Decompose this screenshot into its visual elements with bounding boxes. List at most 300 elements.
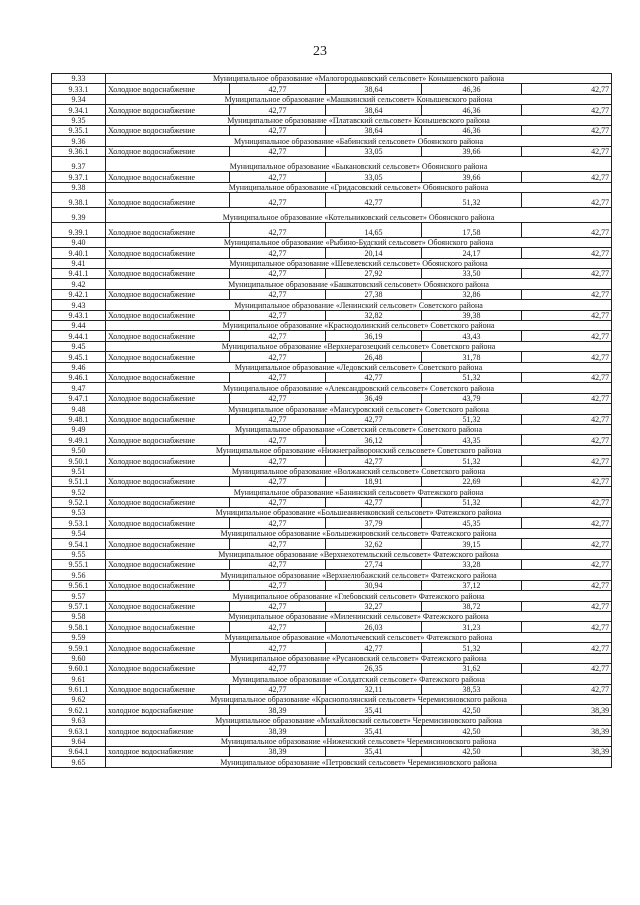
table-row [52, 539, 612, 549]
tariff-value-3: 43,79 [422, 393, 522, 403]
tariff-value-4: 42,77 [522, 84, 612, 94]
row-number: 9.40 [52, 237, 106, 247]
municipality-title: Муниципальное образование «Платавский сельсовет» Конышевского района [106, 115, 612, 125]
tariff-value-2: 20,14 [326, 248, 422, 258]
municipality-title: Муниципальное образование «Михайловский сельсовет» Черемисиновского района [106, 715, 612, 725]
tariff-value-4: 42,77 [522, 192, 612, 207]
tariff-value-1: 42,77 [230, 248, 326, 258]
service-name: Холодное водоснабжение [106, 125, 230, 135]
service-name: Холодное водоснабжение [106, 643, 230, 653]
municipality-header-row [52, 182, 612, 192]
municipality-title: Муниципальное образование «Ленинский сельсовет» Советского района [106, 300, 612, 310]
tariff-value-2: 42,77 [326, 497, 422, 507]
tariff-value-1: 42,77 [230, 222, 326, 237]
tariff-value-4: 42,77 [522, 310, 612, 320]
service-name: Холодное водоснабжение [106, 456, 230, 466]
row-number: 9.39 [52, 207, 106, 222]
tariff-value-1: 42,77 [230, 580, 326, 590]
tariff-value-4: 42,77 [522, 518, 612, 528]
tariff-value-1: 42,77 [230, 539, 326, 549]
municipality-header-row [52, 279, 612, 289]
tariff-value-1: 38,39 [230, 705, 326, 715]
tariff-value-2: 38,64 [326, 125, 422, 135]
table-row [52, 622, 612, 632]
row-number: 9.54 [52, 528, 106, 538]
municipality-header-row [52, 445, 612, 455]
tariff-value-1: 38,39 [230, 726, 326, 736]
table-row [52, 84, 612, 94]
tariff-value-3: 42,50 [422, 705, 522, 715]
row-number: 9.39.1 [52, 222, 106, 237]
table-row [52, 518, 612, 528]
row-number: 9.34 [52, 94, 106, 104]
tariff-value-4: 42,77 [522, 622, 612, 632]
page-number: 23 [313, 44, 327, 59]
tariff-value-4: 42,77 [522, 269, 612, 279]
row-number: 9.54.1 [52, 539, 106, 549]
table-row [52, 248, 612, 258]
service-name: Холодное водоснабжение [106, 248, 230, 258]
tariff-value-1: 42,77 [230, 435, 326, 445]
row-number: 9.47 [52, 383, 106, 393]
service-name: Холодное водоснабжение [106, 192, 230, 207]
municipality-title: Муниципальное образование «Ниженский сельсовет» Черемисиновского района [106, 736, 612, 746]
tariff-value-1: 42,77 [230, 105, 326, 115]
table-row [52, 684, 612, 694]
municipality-header-row [52, 487, 612, 497]
tariff-value-1: 42,77 [230, 601, 326, 611]
tariff-value-1: 42,77 [230, 269, 326, 279]
municipality-title: Муниципальное образование «Башкатовский сельсовет» Обоянского района [106, 279, 612, 289]
service-name: Холодное водоснабжение [106, 684, 230, 694]
tariff-value-1: 42,77 [230, 518, 326, 528]
service-name: Холодное водоснабжение [106, 518, 230, 528]
municipality-header-row [52, 424, 612, 434]
service-name: Холодное водоснабжение [106, 105, 230, 115]
row-number: 9.60.1 [52, 663, 106, 673]
tariff-value-1: 42,77 [230, 310, 326, 320]
tariff-value-4: 42,77 [522, 222, 612, 237]
tariff-value-4: 42,77 [522, 560, 612, 570]
table-row [52, 747, 612, 757]
tariff-value-3: 38,53 [422, 684, 522, 694]
service-name: Холодное водоснабжение [106, 372, 230, 382]
row-number: 9.56 [52, 570, 106, 580]
tariff-value-4: 42,77 [522, 684, 612, 694]
municipality-title: Муниципальное образование «Машкинский сельсовет» Конышевского района [106, 94, 612, 104]
tariff-value-4: 42,77 [522, 172, 612, 182]
municipality-title: Муниципальное образование «Большеанненковский сельсовет» Фатежского района [106, 508, 612, 518]
municipality-title: Муниципальное образование «Петровский сельсовет» Черемисиновского района [106, 757, 612, 767]
municipality-title: Муниципальное образование «Шевелевский сельсовет» Обоянского района [106, 258, 612, 268]
service-name: Холодное водоснабжение [106, 146, 230, 156]
tariff-value-4: 42,77 [522, 248, 612, 258]
municipality-title: Муниципальное образование «Ледовский сельсовет» Советского района [106, 362, 612, 372]
row-number: 9.45 [52, 341, 106, 351]
tariff-value-3: 43,35 [422, 435, 522, 445]
tariff-value-3: 51,32 [422, 192, 522, 207]
municipality-title: Муниципальное образование «Миленинский сельсовет» Фатежского района [106, 611, 612, 621]
service-name: Холодное водоснабжение [106, 84, 230, 94]
municipality-header-row [52, 341, 612, 351]
tariff-value-1: 42,77 [230, 146, 326, 156]
table-row [52, 560, 612, 570]
tariff-value-4: 42,77 [522, 125, 612, 135]
table-row [52, 192, 612, 207]
municipality-header-row [52, 674, 612, 684]
municipality-title: Муниципальное образование «Русановский сельсовет» Фатежского района [106, 653, 612, 663]
table-row [52, 476, 612, 486]
service-name: Холодное водоснабжение [106, 580, 230, 590]
table-row [52, 497, 612, 507]
tariff-value-2: 33,05 [326, 172, 422, 182]
municipality-title: Муниципальное образование «Верхнерагозецкий сельсовет» Советского района [106, 341, 612, 351]
service-name: Холодное водоснабжение [106, 393, 230, 403]
service-name: Холодное водоснабжение [106, 222, 230, 237]
tariff-value-2: 30,94 [326, 580, 422, 590]
tariff-value-1: 42,77 [230, 684, 326, 694]
row-number: 9.63.1 [52, 726, 106, 736]
tariff-value-1: 42,77 [230, 456, 326, 466]
tariff-value-4: 42,77 [522, 456, 612, 466]
tariff-value-2: 42,77 [326, 643, 422, 653]
municipality-header-row [52, 136, 612, 146]
tariff-value-3: 51,32 [422, 456, 522, 466]
municipality-header-row [52, 757, 612, 767]
row-number: 9.33 [52, 74, 106, 84]
tariff-value-4: 42,77 [522, 643, 612, 653]
municipality-header-row [52, 300, 612, 310]
tariff-value-4: 38,39 [522, 705, 612, 715]
municipality-header-row [52, 237, 612, 247]
row-number: 9.58 [52, 611, 106, 621]
tariff-value-4: 42,77 [522, 476, 612, 486]
row-number: 9.42 [52, 279, 106, 289]
tariff-value-3: 39,38 [422, 310, 522, 320]
municipality-title: Муниципальное образование «Краснодолинский сельсовет» Советского района [106, 321, 612, 331]
municipality-title: Муниципальное образование «Бабинский сельсовет» Обоянского района [106, 136, 612, 146]
row-number: 9.55.1 [52, 560, 106, 570]
row-number: 9.62.1 [52, 705, 106, 715]
tariff-value-2: 42,77 [326, 456, 422, 466]
table-row [52, 601, 612, 611]
service-name: Холодное водоснабжение [106, 289, 230, 299]
municipality-header-row [52, 528, 612, 538]
tariff-value-1: 42,77 [230, 331, 326, 341]
row-number: 9.53.1 [52, 518, 106, 528]
row-number: 9.33.1 [52, 84, 106, 94]
row-number: 9.48 [52, 404, 106, 414]
tariff-value-4: 42,77 [522, 580, 612, 590]
tariff-value-3: 51,32 [422, 497, 522, 507]
tariff-value-1: 42,77 [230, 352, 326, 362]
tariff-value-2: 42,77 [326, 192, 422, 207]
tariff-value-1: 42,77 [230, 125, 326, 135]
service-name: Холодное водоснабжение [106, 497, 230, 507]
tariff-value-3: 22,69 [422, 476, 522, 486]
tariff-value-2: 36,19 [326, 331, 422, 341]
service-name: Холодное водоснабжение [106, 172, 230, 182]
tariff-value-2: 36,49 [326, 393, 422, 403]
table-row [52, 435, 612, 445]
row-number: 9.40.1 [52, 248, 106, 258]
row-number: 9.35.1 [52, 125, 106, 135]
tariff-value-2: 27,38 [326, 289, 422, 299]
table-row [52, 663, 612, 673]
table-row [52, 310, 612, 320]
municipality-header-row [52, 611, 612, 621]
table-row [52, 580, 612, 590]
tariff-value-2: 35,41 [326, 747, 422, 757]
tariff-value-2: 35,41 [326, 726, 422, 736]
tariff-value-3: 32,86 [422, 289, 522, 299]
municipality-header-row [52, 383, 612, 393]
municipality-title: Муниципальное образование «Волжанский сельсовет» Советского района [106, 466, 612, 476]
tariff-value-1: 38,39 [230, 747, 326, 757]
row-number: 9.41 [52, 258, 106, 268]
row-number: 9.50.1 [52, 456, 106, 466]
municipality-header-row [52, 362, 612, 372]
table-row [52, 289, 612, 299]
service-name: холодное водоснабжение [106, 747, 230, 757]
row-number: 9.60 [52, 653, 106, 663]
service-name: Холодное водоснабжение [106, 352, 230, 362]
table-row [52, 705, 612, 715]
service-name: Холодное водоснабжение [106, 622, 230, 632]
tariff-value-3: 46,36 [422, 105, 522, 115]
tariff-value-2: 32,11 [326, 684, 422, 694]
tariff-value-3: 39,66 [422, 172, 522, 182]
tariff-value-4: 42,77 [522, 414, 612, 424]
table-row [52, 331, 612, 341]
tariff-value-3: 45,35 [422, 518, 522, 528]
tariff-value-2: 38,64 [326, 105, 422, 115]
row-number: 9.52.1 [52, 497, 106, 507]
table-row [52, 352, 612, 362]
row-number: 9.46 [52, 362, 106, 372]
municipality-header-row [52, 74, 612, 84]
tariff-value-3: 39,66 [422, 146, 522, 156]
table-row [52, 222, 612, 237]
municipality-title: Муниципальное образование «Большежировский сельсовет» Фатежского района [106, 528, 612, 538]
municipality-header-row [52, 466, 612, 476]
tariff-value-2: 33,05 [326, 146, 422, 156]
row-number: 9.48.1 [52, 414, 106, 424]
tariff-value-2: 37,79 [326, 518, 422, 528]
municipality-header-row [52, 570, 612, 580]
tariff-value-1: 42,77 [230, 622, 326, 632]
tariff-table [51, 73, 612, 768]
tariff-value-4: 42,77 [522, 539, 612, 549]
tariff-value-1: 42,77 [230, 393, 326, 403]
tariff-value-4: 38,39 [522, 747, 612, 757]
row-number: 9.43.1 [52, 310, 106, 320]
municipality-title: Муниципальное образование «Рыбино-Будский сельсовет» Обоянского района [106, 237, 612, 247]
tariff-value-3: 51,32 [422, 414, 522, 424]
municipality-title: Муниципальное образование «Молотычевский сельсовет» Фатежского района [106, 632, 612, 642]
municipality-title: Муниципальное образование «Верхнелюбажский сельсовет» Фатежского района [106, 570, 612, 580]
row-number: 9.43 [52, 300, 106, 310]
municipality-header-row [52, 736, 612, 746]
tariff-value-4: 42,77 [522, 105, 612, 115]
municipality-header-row [52, 632, 612, 642]
row-number: 9.59 [52, 632, 106, 642]
tariff-value-4: 42,77 [522, 372, 612, 382]
municipality-header-row [52, 549, 612, 559]
tariff-value-3: 31,78 [422, 352, 522, 362]
tariff-value-1: 42,77 [230, 663, 326, 673]
table-row [52, 105, 612, 115]
municipality-header-row [52, 404, 612, 414]
municipality-header-row [52, 653, 612, 663]
row-number: 9.37.1 [52, 172, 106, 182]
row-number: 9.44 [52, 321, 106, 331]
tariff-value-3: 43,43 [422, 331, 522, 341]
row-number: 9.35 [52, 115, 106, 125]
service-name: Холодное водоснабжение [106, 331, 230, 341]
municipality-title: Муниципальное образование «Краснополянский сельсовет» Черемисиновского района [106, 695, 612, 705]
service-name: Холодное водоснабжение [106, 601, 230, 611]
table-row [52, 146, 612, 156]
tariff-value-2: 35,41 [326, 705, 422, 715]
municipality-title: Муниципальное образование «Верхнехотемльский сельсовет» Фатежского района [106, 549, 612, 559]
tariff-value-3: 46,36 [422, 84, 522, 94]
table-row [52, 372, 612, 382]
row-number: 9.50 [52, 445, 106, 455]
row-number: 9.45.1 [52, 352, 106, 362]
table-row [52, 456, 612, 466]
row-number: 9.61.1 [52, 684, 106, 694]
row-number: 9.51 [52, 466, 106, 476]
row-number: 9.51.1 [52, 476, 106, 486]
municipality-header-row [52, 508, 612, 518]
municipality-header-row [52, 591, 612, 601]
tariff-value-3: 33,50 [422, 269, 522, 279]
row-number: 9.61 [52, 674, 106, 684]
row-number: 9.55 [52, 549, 106, 559]
table-row [52, 643, 612, 653]
tariff-value-4: 42,77 [522, 663, 612, 673]
tariff-value-2: 18,91 [326, 476, 422, 486]
municipality-title: Муниципальное образование «Советский сельсовет» Советского района [106, 424, 612, 434]
row-number: 9.46.1 [52, 372, 106, 382]
row-number: 9.42.1 [52, 289, 106, 299]
tariff-value-1: 42,77 [230, 560, 326, 570]
municipality-header-row [52, 157, 612, 172]
service-name: Холодное водоснабжение [106, 539, 230, 549]
tariff-value-2: 32,82 [326, 310, 422, 320]
tariff-value-1: 42,77 [230, 372, 326, 382]
tariff-value-3: 46,36 [422, 125, 522, 135]
tariff-table-body [52, 74, 612, 768]
tariff-value-3: 17,58 [422, 222, 522, 237]
tariff-value-1: 42,77 [230, 497, 326, 507]
tariff-value-2: 27,92 [326, 269, 422, 279]
tariff-value-3: 42,50 [422, 747, 522, 757]
row-number: 9.49.1 [52, 435, 106, 445]
municipality-header-row [52, 94, 612, 104]
service-name: Холодное водоснабжение [106, 476, 230, 486]
table-row [52, 125, 612, 135]
row-number: 9.47.1 [52, 393, 106, 403]
tariff-value-1: 42,77 [230, 172, 326, 182]
tariff-value-1: 42,77 [230, 414, 326, 424]
municipality-title: Муниципальное образование «Банинский сельсовет» Фатежского района [106, 487, 612, 497]
tariff-value-4: 38,39 [522, 726, 612, 736]
municipality-title: Муниципальное образование «Александровский сельсовет» Советского района [106, 383, 612, 393]
tariff-value-2: 42,77 [326, 372, 422, 382]
municipality-title: Муниципальное образование «Котельниковский сельсовет» Обоянского района [106, 207, 612, 222]
tariff-value-2: 27,74 [326, 560, 422, 570]
row-number: 9.56.1 [52, 580, 106, 590]
tariff-value-4: 42,77 [522, 352, 612, 362]
tariff-value-2: 36,12 [326, 435, 422, 445]
row-number: 9.38 [52, 182, 106, 192]
row-number: 9.36 [52, 136, 106, 146]
service-name: Холодное водоснабжение [106, 560, 230, 570]
tariff-value-2: 42,77 [326, 414, 422, 424]
row-number: 9.36.1 [52, 146, 106, 156]
tariff-value-3: 31,23 [422, 622, 522, 632]
tariff-value-4: 42,77 [522, 393, 612, 403]
row-number: 9.57 [52, 591, 106, 601]
row-number: 9.57.1 [52, 601, 106, 611]
tariff-value-3: 51,32 [422, 372, 522, 382]
tariff-value-3: 42,50 [422, 726, 522, 736]
service-name: Холодное водоснабжение [106, 269, 230, 279]
tariff-value-4: 42,77 [522, 146, 612, 156]
tariff-value-3: 38,72 [422, 601, 522, 611]
tariff-value-2: 32,27 [326, 601, 422, 611]
municipality-title: Муниципальное образование «Быкановский сельсовет» Обоянского района [106, 157, 612, 172]
service-name: Холодное водоснабжение [106, 435, 230, 445]
tariff-value-2: 38,64 [326, 84, 422, 94]
municipality-title: Муниципальное образование «Солдатский сельсовет» Фатежского района [106, 674, 612, 684]
row-number: 9.37 [52, 157, 106, 172]
tariff-value-4: 42,77 [522, 497, 612, 507]
tariff-value-1: 42,77 [230, 643, 326, 653]
tariff-value-1: 42,77 [230, 192, 326, 207]
row-number: 9.53 [52, 508, 106, 518]
row-number: 9.58.1 [52, 622, 106, 632]
tariff-value-4: 42,77 [522, 331, 612, 341]
service-name: Холодное водоснабжение [106, 663, 230, 673]
table-row [52, 172, 612, 182]
tariff-value-3: 39,15 [422, 539, 522, 549]
municipality-header-row [52, 715, 612, 725]
row-number: 9.44.1 [52, 331, 106, 341]
service-name: холодное водоснабжение [106, 705, 230, 715]
service-name: Холодное водоснабжение [106, 414, 230, 424]
municipality-header-row [52, 695, 612, 705]
municipality-header-row [52, 321, 612, 331]
municipality-header-row [52, 207, 612, 222]
tariff-value-1: 42,77 [230, 289, 326, 299]
service-name: Холодное водоснабжение [106, 310, 230, 320]
row-number: 9.41.1 [52, 269, 106, 279]
tariff-value-2: 32,62 [326, 539, 422, 549]
tariff-value-1: 42,77 [230, 476, 326, 486]
row-number: 9.34.1 [52, 105, 106, 115]
municipality-header-row [52, 115, 612, 125]
table-row [52, 269, 612, 279]
tariff-value-3: 24,17 [422, 248, 522, 258]
tariff-value-4: 42,77 [522, 601, 612, 611]
table-row [52, 393, 612, 403]
tariff-value-4: 42,77 [522, 435, 612, 445]
tariff-value-3: 37,12 [422, 580, 522, 590]
tariff-value-3: 33,28 [422, 560, 522, 570]
